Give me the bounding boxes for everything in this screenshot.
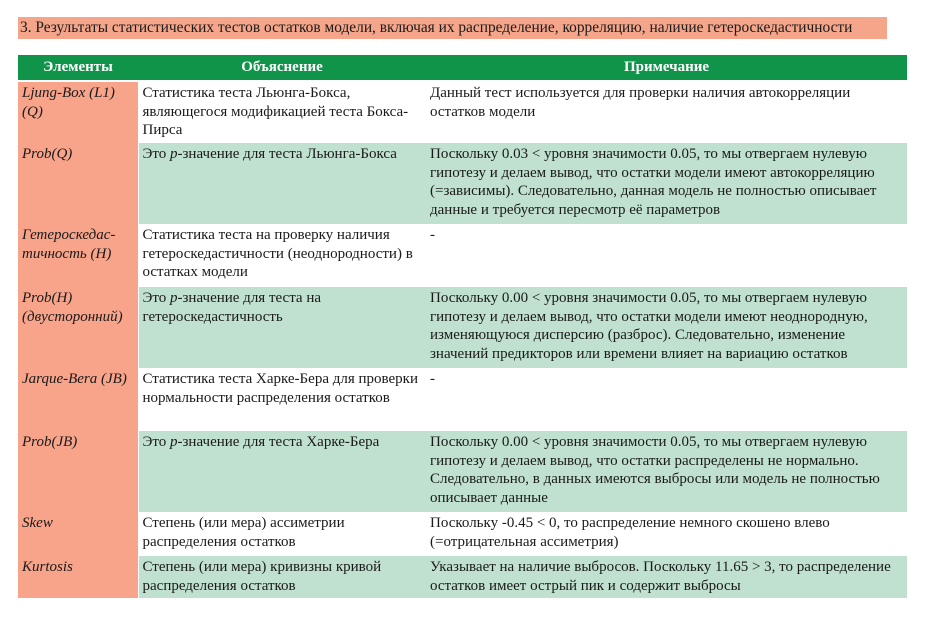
p-value-symbol: p: [170, 146, 178, 162]
row-explanation: Статистика теста Льюнга-Бокса, являющегося модификацией теста Бокса-Пирса: [138, 81, 426, 143]
explanation-prefix: Это: [142, 146, 171, 162]
table-row: [18, 556, 907, 598]
row-explanation: Степень (или мера) ассиметрии распределения остатков: [138, 512, 426, 556]
row-element: Prob(JB): [18, 431, 138, 512]
row-note: Поскольку 0.00 < уровня значимости 0.05, то мы отвергаем нулевую гипотезу и делаем вывод, что остатки модели имеют неоднородную, изменяющуюся дисперсию (разброс). Следовательно, изменение значений предикторов или времени влияет на вариацию остатков: [426, 287, 907, 368]
table-row: [18, 81, 907, 143]
column-header-explanation: Объяснение: [138, 55, 426, 81]
row-element: Prob(Q): [18, 143, 138, 224]
p-value-symbol: p: [170, 290, 178, 306]
explanation-prefix: Это: [142, 290, 171, 306]
table-row: [18, 512, 907, 556]
row-element: Jarque-Bera (JB): [18, 368, 138, 431]
row-explanation: [138, 143, 426, 224]
table-header-row: [18, 55, 907, 81]
row-element: Prob(H) (двусторонний): [18, 287, 138, 368]
column-header-note: Примечание: [426, 55, 907, 81]
row-note: Данный тест используется для проверки наличия автокорреляции остатков модели: [426, 81, 907, 143]
p-value-symbol: p: [170, 434, 178, 450]
column-header-element: Элементы: [18, 55, 138, 81]
row-note: Поскольку -0.45 < 0, то распределение немного скошено влево (=отрицательная ассиметрия): [426, 512, 907, 556]
explanation-suffix: -значение для теста Харке-Бера: [177, 434, 380, 450]
row-element: Ljung-Box (L1) (Q): [18, 81, 138, 143]
explanation-suffix: -значение для теста Льюнга-Бокса: [177, 146, 397, 162]
explanation-prefix: Это: [142, 434, 171, 450]
table-row: [18, 287, 907, 368]
row-explanation: Степень (или мера) кривизны кривой распределения остатков: [138, 556, 426, 598]
table-row: [18, 368, 907, 431]
row-note: Поскольку 0.00 < уровня значимости 0.05, то мы отвергаем нулевую гипотезу и делаем вывод, что остатки распределены не нормально. Следовательно, в данных имеются выбросы или модель не полностью описывает данные: [426, 431, 907, 512]
row-explanation: Статистика теста на проверку наличия гетероскедастичности (неоднородности) в остатках модели: [138, 224, 426, 287]
section-heading: 3. Результаты статистических тестов остатков модели, включая их распределение, корреляцию, наличие гетероскедастичности: [18, 17, 887, 39]
row-element: Skew: [18, 512, 138, 556]
row-explanation: [138, 287, 426, 368]
table-row: [18, 431, 907, 512]
row-note: -: [426, 224, 907, 287]
row-element: Гетероскедас-тичность (H): [18, 224, 138, 287]
test-results-table: [18, 55, 907, 598]
row-explanation: Статистика теста Харке-Бера для проверки нормальности распределения остатков: [138, 368, 426, 431]
table-row: [18, 143, 907, 224]
explanation-suffix: -значение для теста на гетероскедастичность: [142, 290, 322, 325]
row-element: Kurtosis: [18, 556, 138, 598]
row-note: Поскольку 0.03 < уровня значимости 0.05, то мы отвергаем нулевую гипотезу и делаем вывод, что остатки модели имеют автокорреляцию (=зависимы). Следовательно, данная модель не полностью описывает данные и требуется пересмотр её параметров: [426, 143, 907, 224]
row-note: Указывает на наличие выбросов. Поскольку 11.65 > 3, то распределение остатков имеет острый пик и содержит выбросы: [426, 556, 907, 598]
row-explanation: [138, 431, 426, 512]
table-row: [18, 224, 907, 287]
row-note: -: [426, 368, 907, 431]
